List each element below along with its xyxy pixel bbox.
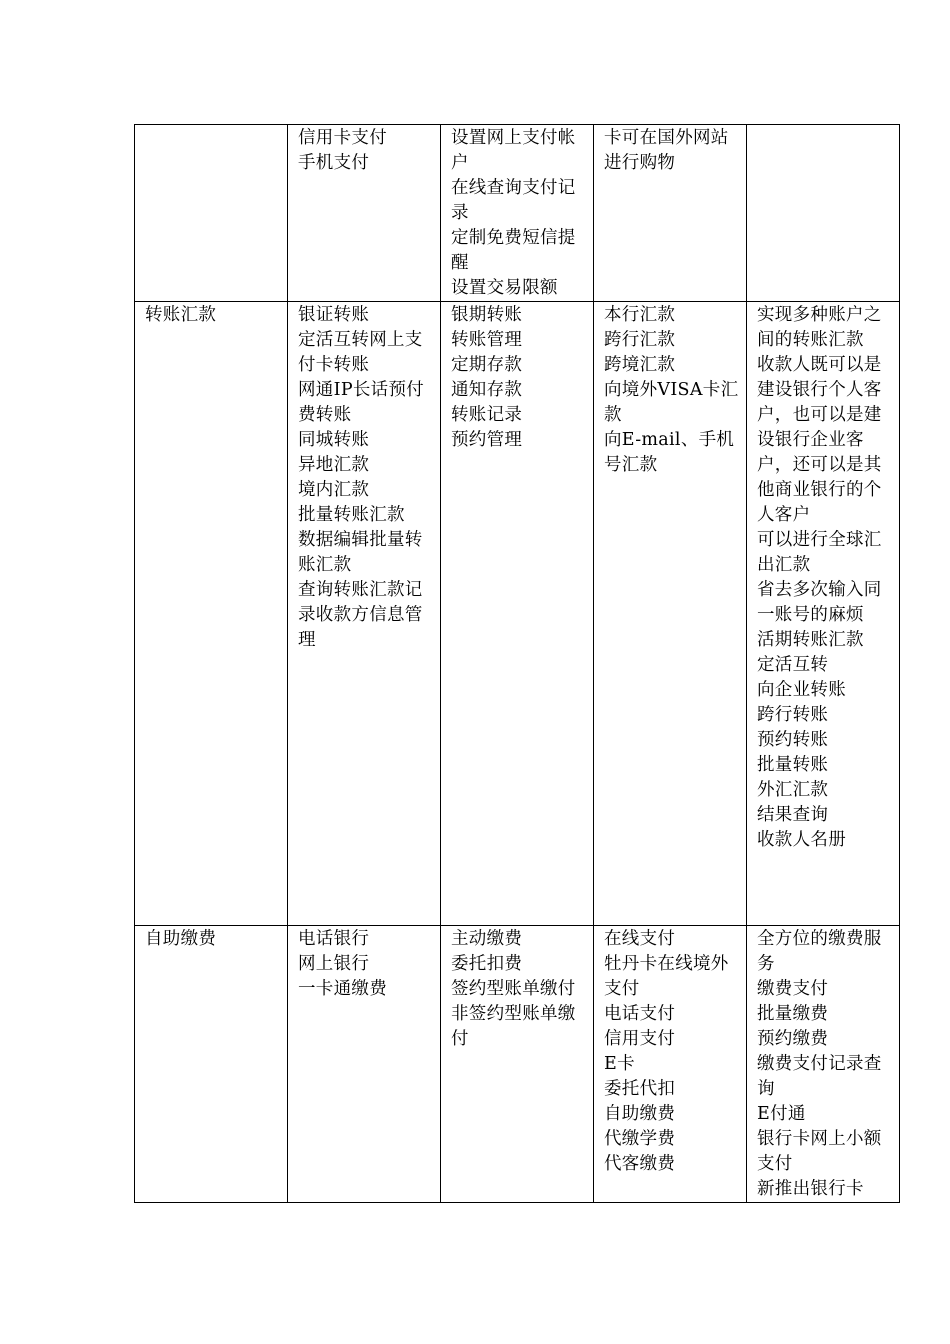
cell-text: 银证转账 bbox=[298, 305, 370, 325]
cell-text: 批量缴费 bbox=[757, 1004, 829, 1024]
cell-text: 数据编辑批量转账汇款 bbox=[298, 530, 423, 575]
cell-text: 转账管理 bbox=[451, 330, 523, 350]
cell-text: 转账记录 bbox=[451, 405, 523, 425]
cell-text: 自助缴费 bbox=[604, 1104, 676, 1124]
cell-text: 境内汇款 bbox=[298, 480, 370, 500]
cell-text: 设置交易限额 bbox=[451, 278, 558, 298]
cell-text: 电话支付 bbox=[604, 1004, 676, 1024]
cell-text: 代缴学费 bbox=[604, 1129, 676, 1149]
cell-text: 向企业转账 bbox=[757, 680, 846, 700]
cell-text: 本行汇款 bbox=[604, 305, 676, 325]
cell-text: 批量转账汇款 bbox=[298, 505, 405, 525]
cell-text: 定制免费短信提醒 bbox=[451, 228, 576, 273]
cell-text: 在线查询支付记录 bbox=[451, 178, 576, 223]
table-cell bbox=[288, 302, 441, 926]
cell-text: 跨境汇款 bbox=[604, 355, 676, 375]
cell-text: 缴费支付 bbox=[757, 979, 829, 999]
cell-text: 网通IP长话预付费转账 bbox=[298, 380, 425, 425]
cell-text: 通知存款 bbox=[451, 380, 523, 400]
category-label: 自助缴费 bbox=[145, 929, 217, 949]
cell-text: 预约转账 bbox=[757, 730, 829, 750]
table-cell bbox=[747, 125, 900, 302]
cell-text: 向E-mail、手机号汇款 bbox=[604, 430, 735, 475]
cell-text: 银行卡网上小额支付 bbox=[757, 1129, 882, 1174]
cell-text: 缴费支付记录查询 bbox=[757, 1054, 882, 1099]
cell-text: 定期存款 bbox=[451, 355, 523, 375]
cell-text: 全方位的缴费服务 bbox=[757, 929, 882, 974]
cell-text: 委托代扣 bbox=[604, 1079, 676, 1099]
cell-text: 手机支付 bbox=[298, 153, 370, 173]
cell-text: 向境外VISA卡汇款 bbox=[604, 380, 739, 425]
table-cell bbox=[441, 302, 594, 926]
table-cell-category bbox=[135, 926, 288, 1203]
cell-text: 查询转账汇款记录收款方信息管理 bbox=[298, 580, 423, 650]
table-cell bbox=[441, 926, 594, 1203]
cell-text: 可以进行全球汇出汇款 bbox=[757, 530, 882, 575]
cell-text: 银期转账 bbox=[451, 305, 523, 325]
cell-text: 信用支付 bbox=[604, 1029, 676, 1049]
cell-text: 代客缴费 bbox=[604, 1154, 676, 1174]
table-cell-category bbox=[135, 125, 288, 302]
cell-text: 收款人名册 bbox=[757, 830, 846, 850]
cell-text: 预约缴费 bbox=[757, 1029, 829, 1049]
cell-text: 信用卡支付 bbox=[298, 128, 387, 148]
table-row bbox=[135, 926, 900, 1203]
cell-text: 设置网上支付帐户 bbox=[451, 128, 576, 173]
cell-text: 跨行汇款 bbox=[604, 330, 676, 350]
cell-text: 牡丹卡在线境外支付 bbox=[604, 954, 729, 999]
cell-text: 省去多次输入同一账号的麻烦 bbox=[757, 580, 882, 625]
cell-text: 卡可在国外网站进行购物 bbox=[604, 128, 729, 173]
cell-text: 电话银行 bbox=[298, 929, 370, 949]
table-cell bbox=[594, 302, 747, 926]
table-row bbox=[135, 302, 900, 926]
cell-text: 批量转账 bbox=[757, 755, 829, 775]
table-cell-category bbox=[135, 302, 288, 926]
cell-text: 活期转账汇款 bbox=[757, 630, 864, 650]
table-cell bbox=[747, 926, 900, 1203]
cell-text: 收款人既可以是建设银行个人客户，也可以是建设银行企业客户，还可以是其他商业银行的个人客户 bbox=[757, 355, 882, 525]
cell-text: 在线支付 bbox=[604, 929, 676, 949]
table-cell bbox=[594, 125, 747, 302]
table-cell bbox=[747, 302, 900, 926]
services-table bbox=[134, 124, 900, 1203]
category-label: 转账汇款 bbox=[145, 305, 217, 325]
table-cell bbox=[288, 926, 441, 1203]
cell-text: 异地汇款 bbox=[298, 455, 370, 475]
cell-text: 外汇汇款 bbox=[757, 780, 829, 800]
cell-text: 同城转账 bbox=[298, 430, 370, 450]
table-cell bbox=[288, 125, 441, 302]
cell-text: 实现多种账户之间的转账汇款 bbox=[757, 305, 882, 350]
cell-text: 委托扣费 bbox=[451, 954, 523, 974]
cell-text: E付通 bbox=[757, 1104, 806, 1124]
cell-text: 定活互转 bbox=[757, 655, 829, 675]
cell-text: 网上银行 bbox=[298, 954, 370, 974]
table-cell bbox=[441, 125, 594, 302]
cell-text: 主动缴费 bbox=[451, 929, 523, 949]
cell-text: 结果查询 bbox=[757, 805, 829, 825]
cell-text: 签约型账单缴付非签约型账单缴付 bbox=[451, 979, 576, 1049]
cell-text: 一卡通缴费 bbox=[298, 979, 387, 999]
table-cell bbox=[594, 926, 747, 1203]
cell-text: 跨行转账 bbox=[757, 705, 829, 725]
cell-text: 定活互转网上支付卡转账 bbox=[298, 330, 423, 375]
cell-text: 预约管理 bbox=[451, 430, 523, 450]
cell-text: E卡 bbox=[604, 1054, 635, 1074]
table-row bbox=[135, 125, 900, 302]
cell-text: 新推出银行卡 bbox=[757, 1179, 864, 1199]
